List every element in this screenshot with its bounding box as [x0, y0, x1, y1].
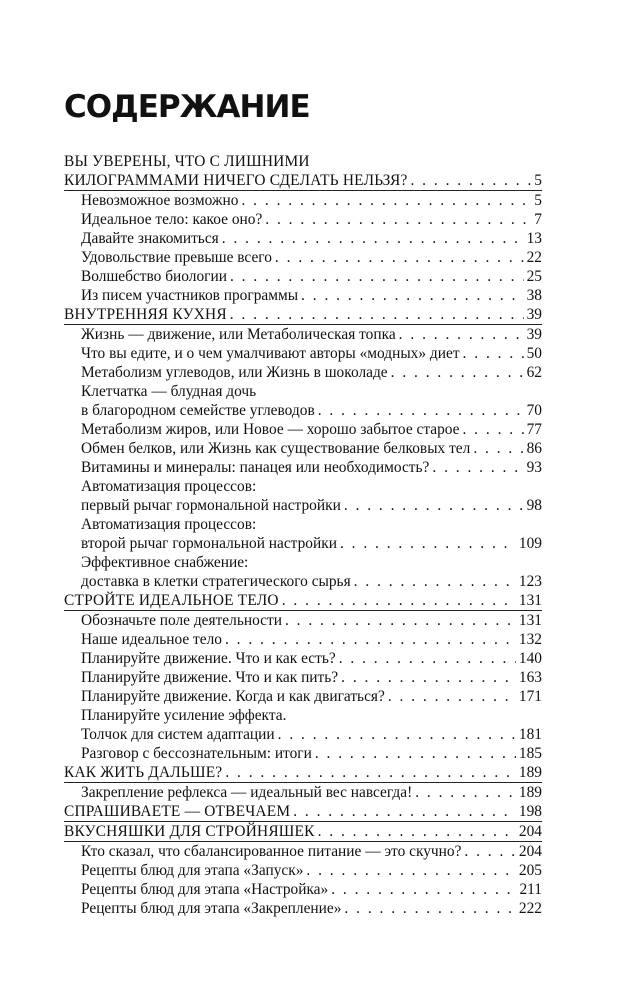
dot-leader — [391, 363, 524, 382]
page-number: 70 — [526, 402, 542, 419]
page-number: 204 — [518, 843, 542, 860]
dot-leader — [473, 439, 523, 458]
dot-leader — [415, 783, 516, 802]
toc-section[interactable] — [64, 822, 542, 842]
toc-entry-title: Рецепты блюд для этапа «Настройка» — [81, 881, 329, 898]
toc-entry-title-line: ВЫ УВЕРЕНЫ, ЧТО С ЛИШНИМИ — [64, 153, 310, 170]
toc-entry[interactable] — [64, 861, 542, 880]
page-number: 39 — [526, 326, 542, 343]
toc-entry-title: Планируйте движение. Когда и как двигаться? — [81, 688, 385, 705]
table-of-contents — [64, 152, 542, 918]
toc-entry-title: второй рычаг гормональной настройки — [81, 535, 337, 552]
toc-section[interactable] — [64, 305, 542, 325]
page-number: 98 — [526, 497, 542, 514]
dot-leader — [318, 822, 516, 841]
page-number: 5 — [534, 192, 542, 209]
toc-entry[interactable] — [64, 248, 542, 267]
toc-entry-title: Закрепление рефлекса — идеальный вес навсегда! — [81, 784, 413, 801]
page-number: 86 — [526, 440, 542, 457]
toc-entry[interactable] — [64, 842, 542, 861]
toc-entry-title: Планируйте движение. Что и как пить? — [81, 669, 339, 686]
page-number: 25 — [526, 268, 542, 285]
toc-entry[interactable] — [64, 649, 542, 668]
page-number: 5 — [534, 172, 542, 189]
dot-leader — [306, 861, 516, 880]
toc-entry[interactable] — [64, 783, 542, 802]
page-number: 93 — [526, 459, 542, 476]
toc-entry[interactable] — [64, 744, 542, 763]
toc-entry-title: Разговор с бессознательным: итоги — [81, 745, 312, 762]
toc-entry-title: КИЛОГРАММАМИ НИЧЕГО СДЕЛАТЬ НЕЛЬЗЯ? — [64, 172, 408, 189]
page-number: 163 — [518, 669, 542, 686]
dot-leader — [222, 229, 524, 248]
toc-entry-title: Планируйте движение. Что и как есть? — [81, 650, 336, 667]
page-number: 22 — [526, 249, 542, 266]
page-title: СОДЕРЖАНИЕ — [64, 89, 310, 125]
page-number: 131 — [518, 612, 542, 629]
dot-leader — [230, 267, 524, 286]
toc-section[interactable] — [64, 152, 542, 191]
page-number: 140 — [518, 650, 542, 667]
toc-entry[interactable] — [64, 630, 542, 649]
toc-entry[interactable] — [64, 344, 542, 363]
toc-entry-title: Давайте знакомиться — [81, 230, 219, 247]
toc-section[interactable] — [64, 591, 542, 611]
page-number: 50 — [526, 345, 542, 362]
toc-entry-title: Удовольствие превыше всего — [81, 249, 272, 266]
toc-entry[interactable] — [64, 553, 542, 591]
toc-entry-title: СТРОЙТЕ ИДЕАЛЬНОЕ ТЕЛО — [64, 592, 279, 609]
dot-leader — [301, 286, 524, 305]
dot-leader — [399, 325, 524, 344]
toc-entry[interactable] — [64, 363, 542, 382]
toc-entry[interactable] — [64, 668, 542, 687]
toc-entry-title: Кто сказал, что сбалансированное питание — это скучно? — [81, 843, 462, 860]
toc-entry-title: Толчок для систем адаптации — [81, 726, 275, 743]
dot-leader — [339, 649, 516, 668]
page-number: 211 — [519, 881, 542, 898]
toc-entry[interactable] — [64, 706, 542, 744]
toc-entry-title: СПРАШИВАЕТЕ — ОТВЕЧАЕМ — [64, 803, 291, 820]
toc-entry-title: доставка в клетки стратегического сырья — [81, 573, 351, 590]
toc-entry-title: Рецепты блюд для этапа «Закрепление» — [81, 900, 342, 917]
dot-leader — [432, 458, 523, 477]
dot-leader — [278, 725, 516, 744]
toc-section[interactable] — [64, 763, 542, 783]
toc-entry-title: КАК ЖИТЬ ДАЛЬШЕ? — [64, 764, 223, 781]
page-number: 189 — [518, 784, 542, 801]
dot-leader — [241, 191, 531, 210]
page-number: 132 — [518, 631, 542, 648]
dot-leader — [341, 668, 516, 687]
toc-entry-title: Обмен белков, или Жизнь как существование белковых тел — [81, 440, 471, 457]
toc-entry[interactable] — [64, 382, 542, 420]
page-number: 62 — [526, 364, 542, 381]
toc-entry[interactable] — [64, 687, 542, 706]
toc-entry[interactable] — [64, 286, 542, 305]
toc-entry-title: Невозможное возможно — [81, 192, 239, 209]
dot-leader — [275, 248, 524, 267]
page-number: 38 — [526, 287, 542, 304]
page-number: 189 — [518, 764, 542, 781]
toc-entry-title: Метаболизм углеводов, или Жизнь в шоколаде — [81, 364, 388, 381]
toc-entry-title: Идеальное тело: какое оно? — [81, 211, 263, 228]
dot-leader — [225, 763, 516, 782]
toc-entry[interactable] — [64, 880, 542, 899]
toc-entry-title: в благородном семействе углеводов — [81, 402, 315, 419]
toc-entry-title-line: Клетчатка — блудная дочь — [81, 383, 257, 400]
page-number: 204 — [518, 823, 542, 840]
toc-entry-title: Рецепты блюд для этапа «Запуск» — [81, 862, 304, 879]
dot-leader — [265, 210, 531, 229]
page-number: 205 — [518, 862, 542, 879]
dot-leader — [340, 534, 516, 553]
dot-leader — [344, 496, 524, 515]
dot-leader — [230, 305, 524, 324]
toc-entry-title: ВКУСНЯШКИ ДЛЯ СТРОЙНЯШЕК — [64, 823, 315, 840]
dot-leader — [293, 802, 516, 821]
dot-leader — [463, 344, 524, 363]
toc-entry[interactable] — [64, 420, 542, 439]
page-number: 171 — [518, 688, 542, 705]
toc-entry-title: ВНУТРЕННЯЯ КУХНЯ — [64, 306, 227, 323]
toc-entry-title-line: Автоматизация процессов: — [81, 516, 257, 533]
toc-entry[interactable] — [64, 439, 542, 458]
dot-leader — [410, 171, 531, 190]
toc-entry-title: первый рычаг гормональной настройки — [81, 497, 341, 514]
page-number: 7 — [534, 211, 542, 228]
toc-entry[interactable] — [64, 267, 542, 286]
page-number: 185 — [518, 745, 542, 762]
page-number: 181 — [518, 726, 542, 743]
toc-entry[interactable] — [64, 229, 542, 248]
dot-leader — [464, 842, 516, 861]
toc-entry-title: Волшебство биологии — [81, 268, 227, 285]
page-number: 131 — [518, 592, 542, 609]
toc-entry[interactable] — [64, 515, 542, 553]
toc-section[interactable] — [64, 802, 542, 822]
toc-entry[interactable] — [64, 899, 542, 918]
toc-entry-title: Витамины и минералы: панацея или необходимость? — [81, 459, 430, 476]
page-number: 198 — [518, 803, 542, 820]
dot-leader — [225, 630, 516, 649]
toc-entry-title: Метаболизм жиров, или Новое — хорошо забытое старое — [81, 421, 460, 438]
toc-entry-title: Жизнь — движение, или Метаболическая топка — [81, 326, 396, 343]
toc-entry-title-line: Планируйте усиление эффекта. — [81, 707, 287, 724]
dot-leader — [388, 687, 516, 706]
dot-leader — [354, 572, 516, 591]
toc-entry[interactable] — [64, 210, 542, 229]
page-number: 77 — [526, 421, 542, 438]
dot-leader — [462, 420, 523, 439]
dot-leader — [315, 744, 516, 763]
toc-entry-title: Что вы едите, и о чем умалчивают авторы «модных» диет — [81, 345, 460, 362]
page-number: 39 — [526, 306, 542, 323]
toc-entry-title: Из писем участников программы — [81, 287, 299, 304]
dot-leader — [282, 591, 516, 610]
dot-leader — [318, 401, 524, 420]
toc-entry-title-line: Эффективное снабжение: — [81, 554, 249, 571]
page-number: 109 — [518, 535, 542, 552]
toc-entry-title-line: Автоматизация процессов: — [81, 478, 257, 495]
toc-entry[interactable] — [64, 458, 542, 477]
toc-entry-title: Обозначьте поле деятельности — [81, 612, 282, 629]
page-number: 222 — [518, 900, 542, 917]
page-number: 13 — [526, 230, 542, 247]
page-number: 123 — [518, 573, 542, 590]
toc-entry[interactable] — [64, 325, 542, 344]
toc-entry[interactable] — [64, 477, 542, 515]
dot-leader — [331, 880, 516, 899]
toc-entry[interactable] — [64, 191, 542, 210]
toc-entry-title: Наше идеальное тело — [81, 631, 222, 648]
dot-leader — [285, 611, 516, 630]
toc-entry[interactable] — [64, 611, 542, 630]
dot-leader — [344, 899, 515, 918]
